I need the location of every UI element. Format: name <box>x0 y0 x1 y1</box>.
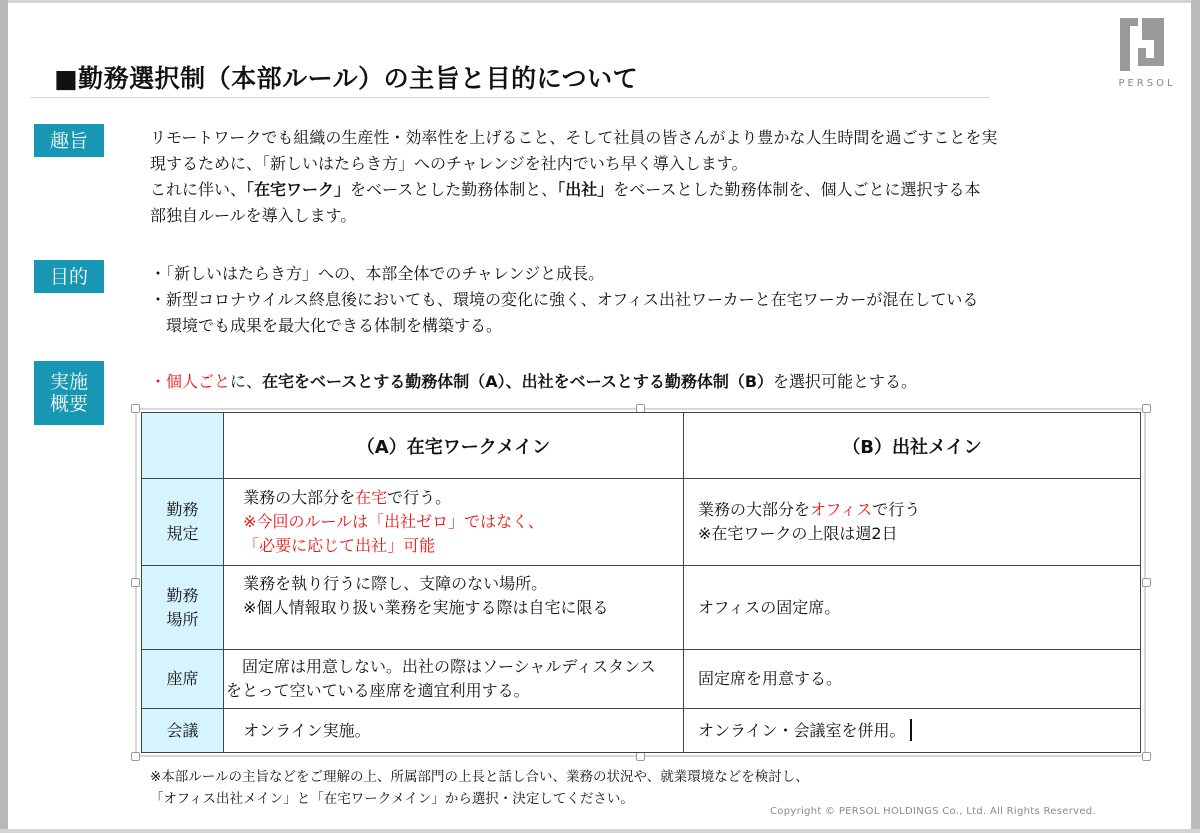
persol-logo <box>1112 18 1176 88</box>
purpose-line: リモートワークでも組織の生産性・効率性を上げること、そして社員の皆さんがより豊かな人生時間を過ごすことを実 <box>150 128 998 147</box>
resize-handle-middle-left[interactable] <box>131 578 140 587</box>
cell-office-work-location[interactable]: オフィスの固定席。 <box>684 566 1141 650</box>
slide-canvas[interactable] <box>8 3 1191 829</box>
cell-office-work-rules[interactable]: 業務の大部分をオフィスで行う ※在宅ワークの上限は週2日 <box>684 479 1141 566</box>
purpose-line: これに伴い、「在宅ワーク」をベースとした勤務体制と、「出社」をベースとした勤務体制を、個人ごとに選択する本 <box>150 180 981 199</box>
emphasis-individual: 個人ごと <box>166 372 231 391</box>
section-label-purpose: 趣旨 <box>34 124 104 157</box>
header-office-main[interactable]: （B）出社メイン <box>684 413 1141 479</box>
overview-summary: ・個人ごとに、在宅をベースとする勤務体制（A）、出社をベースとする勤務体制（B）を選択可能とする。 <box>150 372 918 391</box>
row-head-meetings[interactable]: 会議 <box>142 709 224 753</box>
table-row <box>142 709 1141 753</box>
row-head-work-rules[interactable]: 勤務 規定 <box>142 479 224 566</box>
objective-bullet: ・「新しいはたらき方」への、本部全体でのチャレンジと成長。 <box>150 264 605 283</box>
logo-wordmark: PERSOL <box>1118 78 1176 89</box>
cell-office-meetings[interactable]: オンライン・会議室を併用。 <box>684 709 1141 753</box>
section-label-overview: 実施 概要 <box>34 361 104 425</box>
objective-bullet: ・新型コロナウイルス終息後においても、環境の変化に強く、オフィス出社ワーカーと在宅ワーカーが混在している <box>150 290 979 309</box>
persol-logo-icon <box>1120 18 1164 71</box>
cell-remote-seating[interactable]: 固定席は用意しない。出社の際はソーシャルディスタンス をとって空いている座席を適宜利用する。 <box>224 650 684 709</box>
row-head-work-location[interactable]: 勤務 場所 <box>142 566 224 650</box>
table-header-row <box>142 413 1141 479</box>
text-cursor <box>910 719 912 741</box>
left-scrollbar-gutter <box>0 0 8 833</box>
purpose-line: 部独自ルールを導入します。 <box>150 206 357 225</box>
purpose-line: 現するために、「新しいはたらき方」へのチャレンジを社内でいち早く導入します。 <box>150 154 748 173</box>
objective-bullet-cont: 環境でも成果を最大化できる体制を構築する。 <box>150 316 503 335</box>
emphasis-remote-work: 「在宅ワーク」 <box>246 180 351 199</box>
purpose-text <box>150 125 997 229</box>
table-corner-cell[interactable] <box>142 413 224 479</box>
work-plan-table[interactable] <box>141 412 1141 753</box>
table-row <box>142 650 1141 709</box>
copyright-notice: Copyright © PERSOL HOLDINGS Co., Ltd. All Rights Reserved. <box>770 806 1096 817</box>
right-scrollbar[interactable] <box>1191 0 1200 833</box>
cell-office-seating[interactable]: 固定席を用意する。 <box>684 650 1141 709</box>
cell-remote-work-rules[interactable]: 業務の大部分を在宅で行う。 ※今回のルールは「出社ゼロ」ではなく、 「必要に応じて出社」可能 <box>224 479 684 566</box>
resize-handle-bottom-right[interactable] <box>1142 752 1151 761</box>
emphasis-systems: 在宅をベースとする勤務体制（A）、出社をベースとする勤務体制（B） <box>262 372 774 391</box>
table-row <box>142 479 1141 566</box>
resize-handle-bottom-left[interactable] <box>131 752 140 761</box>
cell-remote-work-location[interactable]: 業務を執り行うに際し、支障のない場所。 ※個人情報取り扱い業務を実施する際は自宅に限る <box>224 566 684 650</box>
slide-title: ■勤務選択制（本部ルール）の主旨と目的について <box>54 64 639 93</box>
emphasis-office: 「出社」 <box>557 180 614 199</box>
title-divider <box>30 97 990 98</box>
window-bottom-edge <box>0 829 1200 833</box>
footnote: ※本部ルールの主旨などをご理解の上、所属部門の上長と話し合い、業務の状況や、就業環境などを検討し、 「オフィス出社メイン」と「在宅ワークメイン」から選択・決定してください。 <box>150 769 809 807</box>
cell-remote-meetings[interactable]: オンライン実施。 <box>224 709 684 753</box>
objective-text <box>150 261 978 339</box>
header-remote-main[interactable]: （A）在宅ワークメイン <box>224 413 684 479</box>
section-label-objective: 目的 <box>34 260 104 293</box>
resize-handle-bottom-center[interactable] <box>636 752 645 761</box>
resize-handle-top-right[interactable] <box>1142 404 1151 413</box>
row-head-seating[interactable]: 座席 <box>142 650 224 709</box>
resize-handle-middle-right[interactable] <box>1142 578 1151 587</box>
table-row <box>142 566 1141 650</box>
resize-handle-top-left[interactable] <box>131 404 140 413</box>
